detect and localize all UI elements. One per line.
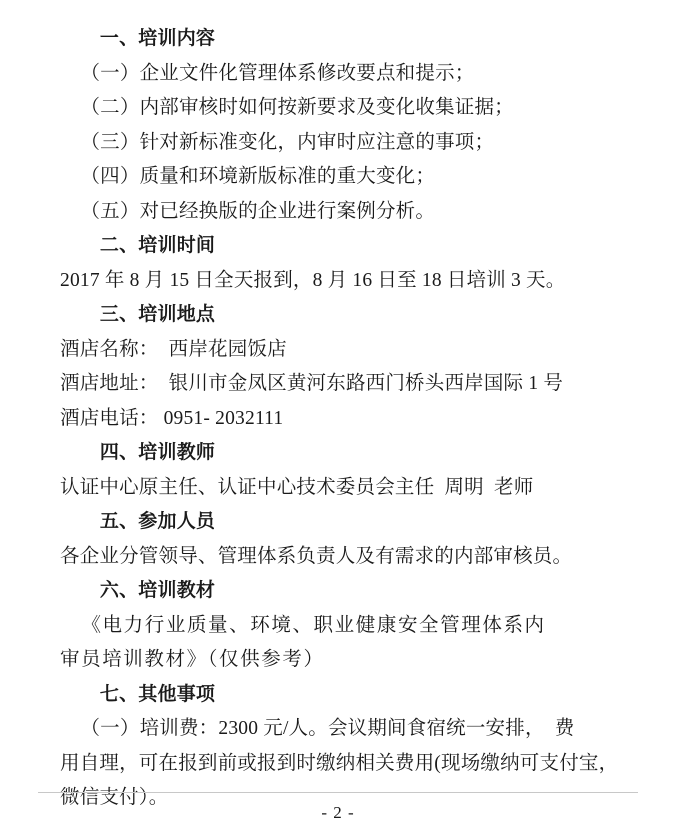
page-number: - 2 - xyxy=(321,803,355,822)
paragraph-cont: 微信支付）。 xyxy=(60,787,169,808)
paragraph-cont: 用自理，可在报到前或报到时缴纳相关费用(现场缴纳可支付宝， xyxy=(60,752,619,774)
section-heading: 七、其他事项 xyxy=(99,683,216,705)
hotel-name-line: 酒店名称： 西岸花园饭店 xyxy=(60,338,287,360)
section-heading: 三、培训地点 xyxy=(99,304,216,325)
hotel-phone-line: 酒店电话： 0951- 2032111 xyxy=(60,407,284,429)
section-heading: 六、培训教材 xyxy=(99,580,216,601)
paragraph-book-title-cont: 审员培训教材》（仅供参考） xyxy=(60,649,325,670)
section-heading: 一、培训内容 xyxy=(99,28,216,49)
footer-divider xyxy=(38,792,638,793)
paragraph: 认证中心原主任、认证中心技术委员会主任 周明 老师 xyxy=(60,476,534,498)
document-body xyxy=(60,22,620,816)
list-item: （四）质量和环境新版标准的重大变化； xyxy=(80,166,436,187)
paragraph: 2017 年 8 月 15 日全天报到，8 月 16 日至 18 日培训 3 天。 xyxy=(60,269,566,291)
paragraph: 各企业分管领导、管理体系负责人及有需求的内部审核员。 xyxy=(60,545,573,567)
hotel-address-line: 酒店地址： 银川市金凤区黄河东路西门桥头西岸国际 1 号 xyxy=(60,373,564,394)
list-item: （一）培训费：2300 元/人。会议期间食宿统一安排， 费 xyxy=(80,718,575,739)
list-item: （一）企业文件化管理体系修改要点和提示； xyxy=(80,62,475,84)
section-heading: 二、培训时间 xyxy=(99,235,216,256)
section-heading: 五、参加人员 xyxy=(99,511,216,532)
list-item: （五）对已经换版的企业进行案例分析。 xyxy=(80,200,436,222)
paragraph-book-title: 《电力行业质量、环境、职业健康安全管理体系内 xyxy=(81,614,546,636)
list-item: （三）针对新标准变化，内审时应注意的事项； xyxy=(80,131,495,153)
list-item: （二）内部审核时如何按新要求及变化收集证据； xyxy=(80,97,514,118)
section-heading: 四、培训教师 xyxy=(99,442,216,463)
